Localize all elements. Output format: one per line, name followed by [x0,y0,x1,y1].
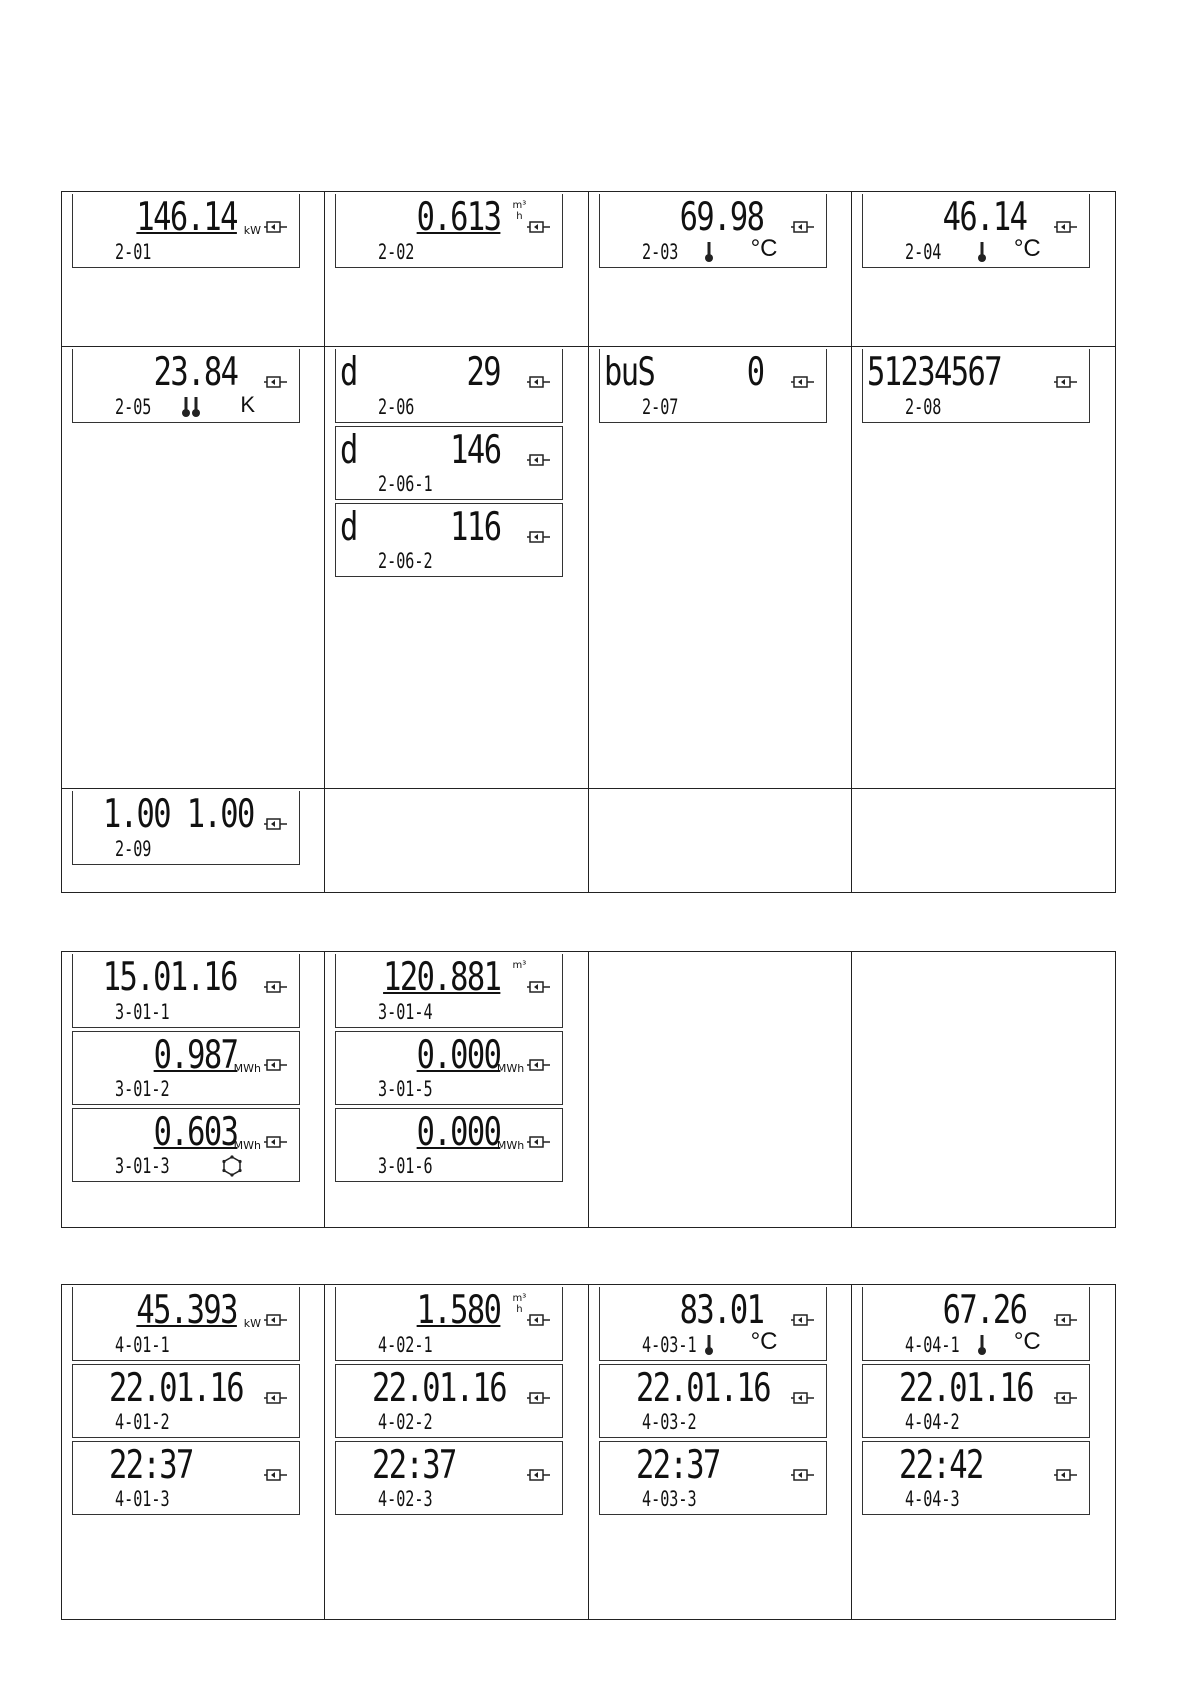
display-prefix: d [340,505,358,550]
lcd-display [72,1441,300,1515]
thermometer-icon [977,241,987,263]
plug-icon [263,375,289,389]
plug-icon [263,817,289,831]
display-value: 146.14 [136,195,237,240]
display-value: 0.000 [416,1033,501,1078]
display-value: 0.000 [416,1110,501,1155]
plug-icon [526,1058,552,1072]
display-value: 22.01.16 [109,1366,244,1411]
display-code: 2-06 [378,395,415,419]
thermometer-icon [977,1334,987,1356]
unit-label [513,1293,527,1315]
snowflake-icon [221,1155,243,1177]
display-value: 0.987 [153,1033,237,1078]
display-value: 22.01.16 [635,1366,770,1411]
empty-cell [325,789,588,892]
thermometer-icon [704,241,714,263]
cell-2-08 [852,347,1115,789]
unit-label: °C [750,1328,778,1355]
unit-bottom: h [516,1304,523,1315]
plug-icon [790,1468,816,1482]
unit-top: m³ [512,1293,527,1304]
plug-icon [526,1391,552,1405]
cell-4-03 [589,1285,852,1619]
display-value: 51234567 [866,350,1001,395]
display-code: 3-01-6 [378,1154,433,1178]
display-code: 4-01-1 [115,1333,170,1357]
display-table-4 [61,1284,1116,1620]
empty-cell [589,952,852,1227]
lcd-display [335,1364,563,1438]
cell-2-03 [589,192,852,347]
lcd-display [335,194,563,268]
unit-label: m³ [512,960,527,971]
display-value: 22:37 [635,1443,720,1488]
plug-icon [263,1058,289,1072]
plug-icon [1053,1313,1079,1327]
display-code: 2-08 [904,395,942,419]
display-value: 116 [449,505,501,550]
plug-icon [526,980,552,994]
plug-icon [1053,375,1079,389]
plug-icon [526,375,552,389]
lcd-display [72,954,300,1028]
plug-icon [790,1313,816,1327]
plug-icon [263,1135,289,1149]
display-code: 2-06-2 [378,549,433,573]
display-code: 2-02 [378,240,415,264]
display-value: 0.603 [153,1110,237,1155]
empty-cell [852,952,1115,1227]
double-thermometer-icon [181,396,201,418]
display-value: 0.613 [416,195,501,240]
display-code: 4-03-3 [641,1487,697,1511]
cell-2-01 [62,192,325,347]
display-code: 4-02-1 [378,1333,433,1357]
display-code: 4-04-3 [904,1487,960,1511]
display-code: 4-01-2 [115,1410,170,1434]
lcd-display [72,1364,300,1438]
display-value: 45.393 [136,1288,237,1333]
lcd-display [862,194,1090,268]
lcd-display [72,194,300,268]
lcd-display [335,1031,563,1105]
unit-label [513,200,527,222]
display-code: 2-06-1 [378,472,433,496]
display-table-3 [61,951,1116,1228]
display-value: 146 [449,428,501,473]
lcd-display [335,954,563,1028]
cell-4-01 [62,1285,325,1619]
display-value: 22:37 [109,1443,193,1488]
lcd-display [335,349,563,423]
display-code: 3-01-2 [115,1077,170,1101]
display-value: 22.01.16 [372,1366,507,1411]
display-value: 69.98 [679,195,764,240]
lcd-display [599,1287,827,1361]
plug-icon [263,980,289,994]
lcd-display [862,1441,1090,1515]
cell-4-04 [852,1285,1115,1619]
lcd-display [862,349,1090,423]
unit-label: °C [1013,1328,1041,1355]
unit-label: °C [1013,235,1041,262]
unit-label: MWh [496,1139,525,1152]
plug-icon [526,530,552,544]
display-code: 3-01-5 [378,1077,433,1101]
plug-icon [526,1313,552,1327]
unit-bottom: h [516,211,523,222]
lcd-display [599,1364,827,1438]
display-code: 2-04 [904,240,942,264]
empty-cell [852,789,1115,892]
unit-label: MWh [496,1062,525,1075]
cell-3-01-b [325,952,588,1227]
display-value: 29 [466,350,501,395]
lcd-display [335,426,563,500]
cell-2-09 [62,789,325,892]
cell-2-05 [62,347,325,789]
unit-label: MWh [233,1062,261,1075]
display-code: 3-01-1 [115,1000,170,1024]
display-value: 1.00 1.00 [103,792,254,837]
lcd-display [862,1287,1090,1361]
display-code: 2-01 [115,240,152,264]
plug-icon [263,220,289,234]
unit-label: °C [750,235,778,262]
display-code: 4-02-2 [378,1410,433,1434]
display-code: 2-05 [115,395,152,419]
lcd-display [335,1441,563,1515]
display-code: 4-04-2 [904,1410,960,1434]
thermometer-icon [704,1334,714,1356]
lcd-display [335,1287,563,1361]
display-code: 4-03-2 [641,1410,697,1434]
cell-2-04 [852,192,1115,347]
unit-top: m³ [512,200,527,211]
display-code: 3-01-4 [378,1000,433,1024]
display-table-2 [61,191,1116,893]
cell-4-02 [325,1285,588,1619]
lcd-display [599,194,827,268]
lcd-display [72,791,300,865]
cell-3-01-a [62,952,325,1227]
plug-icon [263,1391,289,1405]
lcd-display [72,1031,300,1105]
display-value: 83.01 [679,1288,764,1333]
cell-2-07 [589,347,852,789]
display-value: 0 [746,350,764,395]
plug-icon [1053,220,1079,234]
display-value: 120.881 [382,955,501,1000]
cell-2-02 [325,192,588,347]
plug-icon [526,1135,552,1149]
display-value: 46.14 [942,195,1027,240]
plug-icon [526,220,552,234]
display-code: 4-03-1 [641,1333,697,1357]
display-code: 2-07 [641,395,678,419]
lcd-display [72,1287,300,1361]
plug-icon [263,1468,289,1482]
unit-label: K [240,392,255,417]
display-value: 22.01.16 [898,1366,1033,1411]
lcd-display [335,1108,563,1182]
lcd-display [599,349,827,423]
display-code: 4-01-3 [115,1487,170,1511]
plug-icon [1053,1468,1079,1482]
display-code: 4-02-3 [378,1487,433,1511]
display-prefix: buS [603,350,654,395]
lcd-display [862,1364,1090,1438]
lcd-display [72,349,300,423]
plug-icon [526,453,552,467]
cell-2-06 [325,347,588,789]
display-value: 15.01.16 [102,955,237,1000]
lcd-display [72,1108,300,1182]
display-value: 22:37 [372,1443,457,1488]
display-code: 2-09 [115,837,152,861]
plug-icon [790,1391,816,1405]
plug-icon [790,375,816,389]
plug-icon [263,1313,289,1327]
display-value: 67.26 [942,1288,1027,1333]
plug-icon [1053,1391,1079,1405]
display-prefix: d [340,428,358,473]
display-code: 3-01-3 [115,1154,170,1178]
plug-icon [790,220,816,234]
unit-label: kW [243,224,261,237]
display-value: 1.580 [416,1288,501,1333]
unit-label: kW [243,1317,261,1330]
lcd-display [599,1441,827,1515]
plug-icon [526,1468,552,1482]
unit-label: MWh [233,1139,261,1152]
display-code: 2-03 [641,240,678,264]
display-prefix: d [340,350,358,395]
display-value: 22:42 [898,1443,983,1488]
display-value: 23.84 [153,350,237,395]
empty-cell [589,789,852,892]
lcd-display [335,503,563,577]
display-code: 4-04-1 [904,1333,960,1357]
